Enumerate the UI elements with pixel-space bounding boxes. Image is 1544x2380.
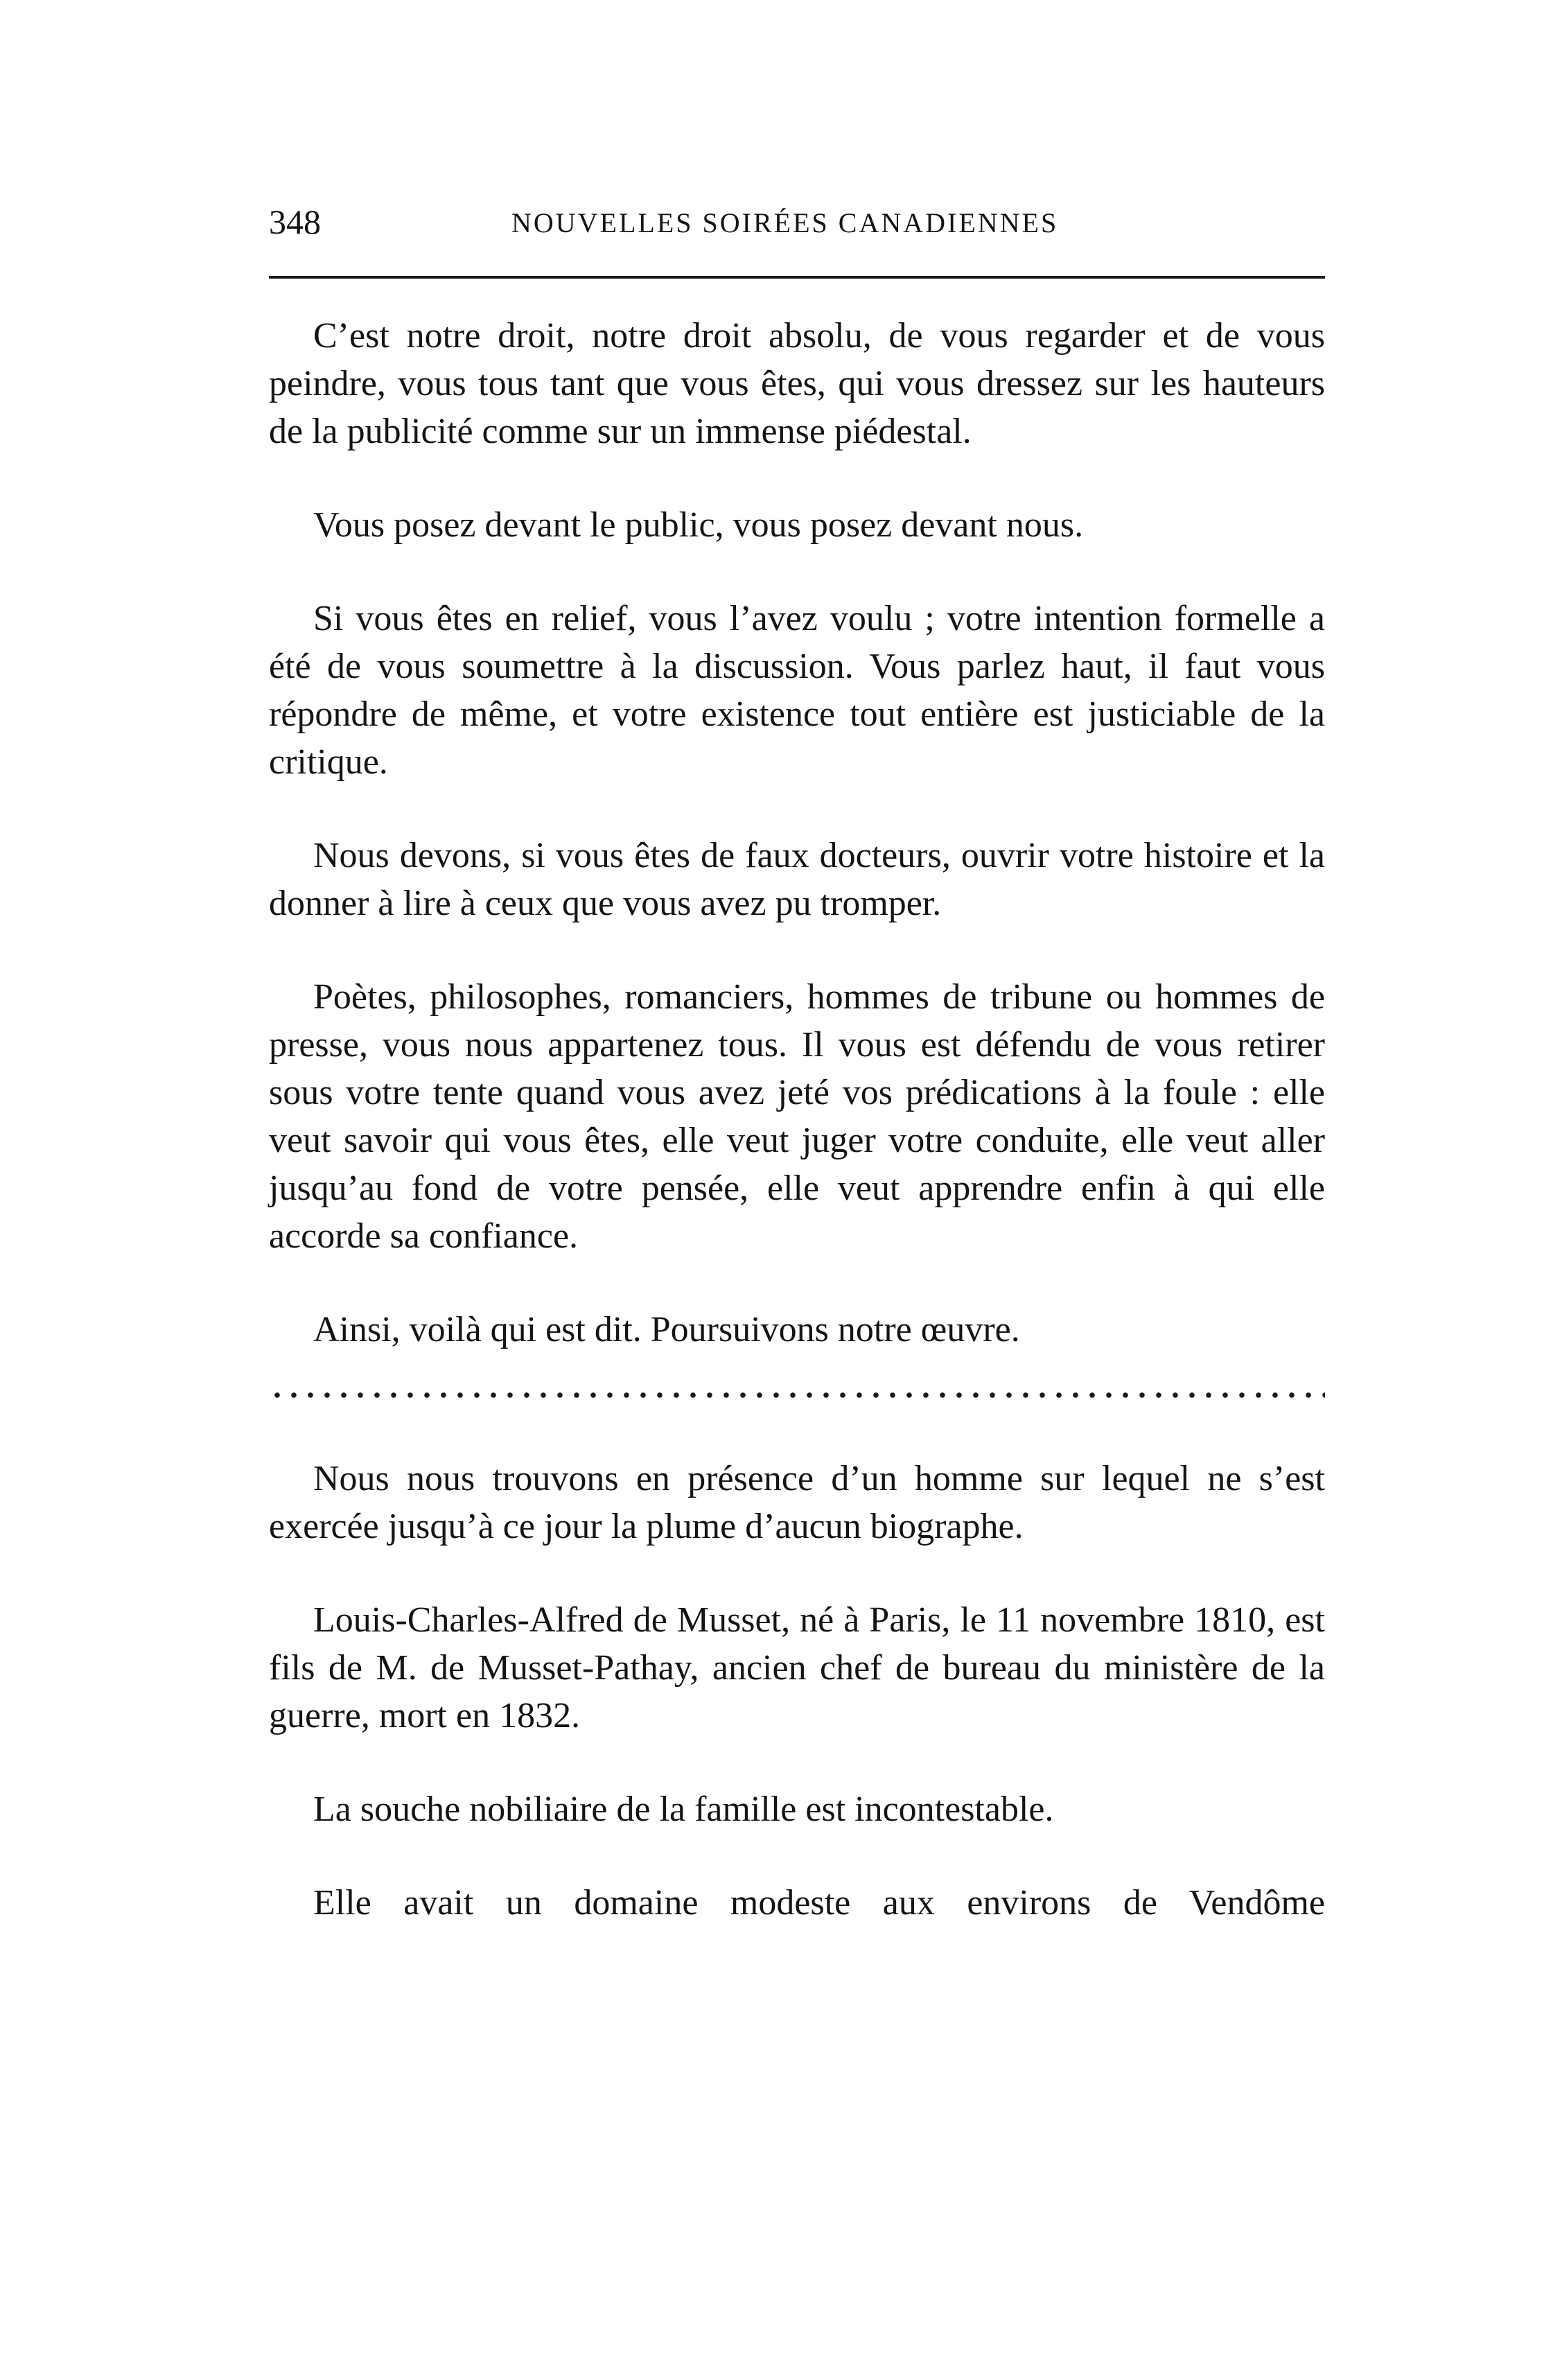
paragraph: Ainsi, voilà qui est dit. Poursuivons notre œuvre. xyxy=(313,1310,1020,1349)
paragraph: La souche nobiliaire de la famille est incontestable. xyxy=(313,1790,1054,1829)
paragraph: Louis-Charles-Alfred de Musset, né à Paris, le 11 novembre 1810, est fils de M. de Musset-Pathay, ancien chef de bureau du ministère de la guerre, mort en 1832. xyxy=(269,1600,1325,1735)
paragraph: Nous nous trouvons en présence d’un homme sur lequel ne s’est exercée jusqu’à ce jour la plume d’aucun biographe. xyxy=(269,1459,1325,1546)
page-number: 348 xyxy=(269,202,321,241)
dotted-separator xyxy=(269,1381,1325,1409)
page-header xyxy=(269,201,1325,243)
page-body xyxy=(269,312,1325,1972)
paragraph: Vous posez devant le public, vous posez devant nous. xyxy=(313,505,1084,545)
paragraph: C’est notre droit, notre droit absolu, de vous regarder et de vous peindre, vous tous tant que vous êtes, qui vous dressez sur les hauteurs de la publicité comme sur un immense piédestal. xyxy=(269,316,1325,451)
running-title: NOUVELLES SOIRÉES CANADIENNES xyxy=(511,207,1059,238)
paragraph: Nous devons, si vous êtes de faux docteurs, ouvrir votre histoire et la donner à lire à ceux que vous avez pu tromper. xyxy=(269,836,1325,923)
paragraph: Si vous êtes en relief, vous l’avez voulu ; votre intention formelle a été de vous soumettre à la discussion. Vous parlez haut, il faut vous répondre de même, et votre existence tout entière est justiciable de la critique. xyxy=(269,599,1325,782)
paragraph: Elle avait un domaine modeste aux environs de Vendôme xyxy=(313,1883,1325,1923)
header-rule xyxy=(269,276,1325,279)
paragraph: Poètes, philosophes, romanciers, hommes de tribune ou hommes de presse, vous nous appartenez tous. Il vous est défendu de vous retirer sous votre tente quand vous avez jeté vos prédications à la foule : elle veut savoir qui vous êtes, elle veut juger votre conduite, elle veut aller jusqu’au fond de votre pensée, elle veut apprendre enfin à qui elle accorde sa confiance. xyxy=(269,977,1325,1256)
